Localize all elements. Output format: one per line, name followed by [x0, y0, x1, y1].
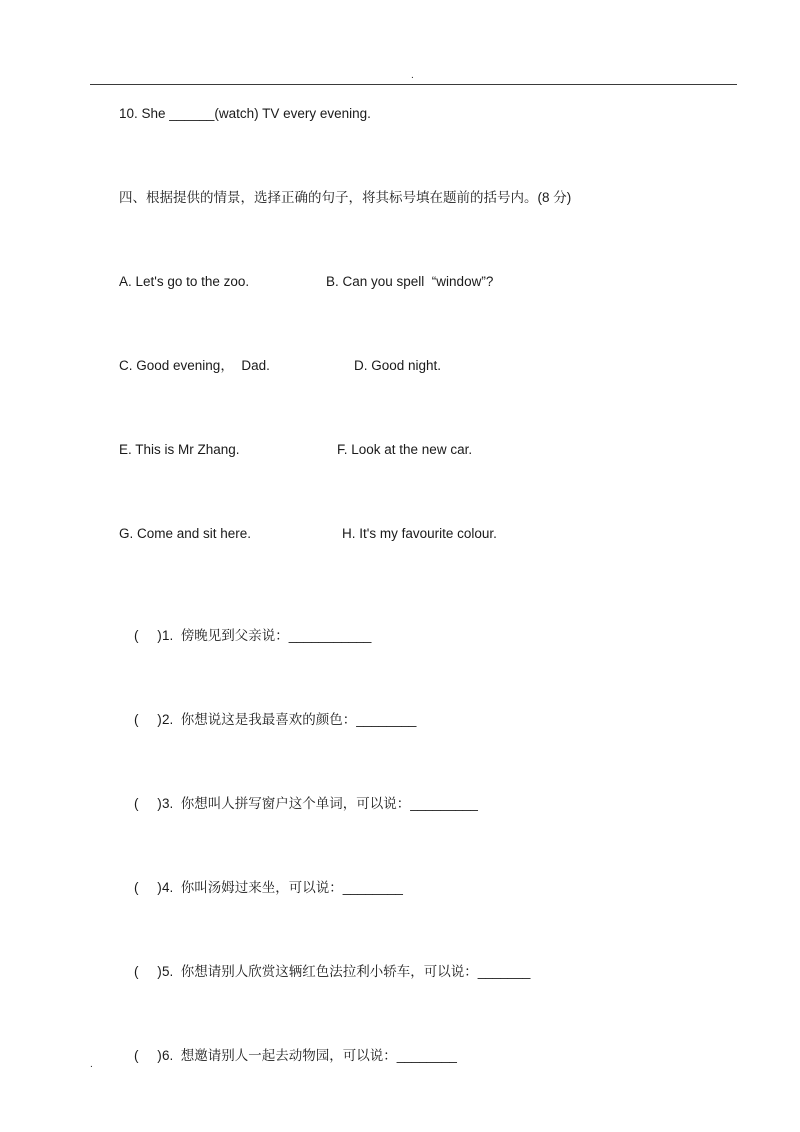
option-a: A. Let's go to the zoo. [119, 274, 250, 289]
footer-dot: . [90, 1059, 93, 1070]
header-rule [90, 84, 737, 85]
answer-bracket[interactable]: ( ) [134, 1048, 162, 1063]
item-10: 10. She ______(watch) TV every evening. [119, 106, 371, 121]
section-4-title: 四、根据提供的情景，选择正确的句子，将其标号填在题前的括号内。(8 分) [119, 190, 572, 205]
question-text: 6. 想邀请别人一起去动物园，可以说：________ [162, 1048, 457, 1063]
question-2 [119, 693, 416, 747]
question-6 [119, 1029, 457, 1083]
answer-bracket[interactable]: ( ) [134, 628, 162, 643]
question-text: 3. 你想叫人拼写窗户这个单词，可以说：_________ [162, 796, 478, 811]
question-text: 5. 你想请别人欣赏这辆红色法拉利小轿车，可以说：_______ [162, 964, 531, 979]
question-5 [119, 945, 530, 999]
answer-bracket[interactable]: ( ) [134, 712, 162, 727]
header-dot: . [411, 70, 414, 81]
option-h: H. It's my favourite colour. [342, 526, 497, 541]
option-d: D. Good night. [354, 358, 442, 373]
question-1 [119, 609, 371, 663]
option-g: G. Come and sit here. [119, 526, 252, 541]
question-4 [119, 861, 403, 915]
answer-bracket[interactable]: ( ) [134, 964, 162, 979]
question-text: 4. 你叫汤姆过来坐，可以说：________ [162, 880, 403, 895]
option-f: F. Look at the new car. [337, 442, 473, 457]
question-text: 1. 傍晚见到父亲说：___________ [162, 628, 372, 643]
question-text: 2. 你想说这是我最喜欢的颜色：________ [162, 712, 417, 727]
question-3 [119, 777, 478, 831]
option-c: C. Good evening， Dad. [119, 358, 270, 373]
answer-bracket[interactable]: ( ) [134, 880, 162, 895]
option-e: E. This is Mr Zhang. [119, 442, 240, 457]
answer-bracket[interactable]: ( ) [134, 796, 162, 811]
option-b: B. Can you spell “window”? [326, 274, 494, 289]
